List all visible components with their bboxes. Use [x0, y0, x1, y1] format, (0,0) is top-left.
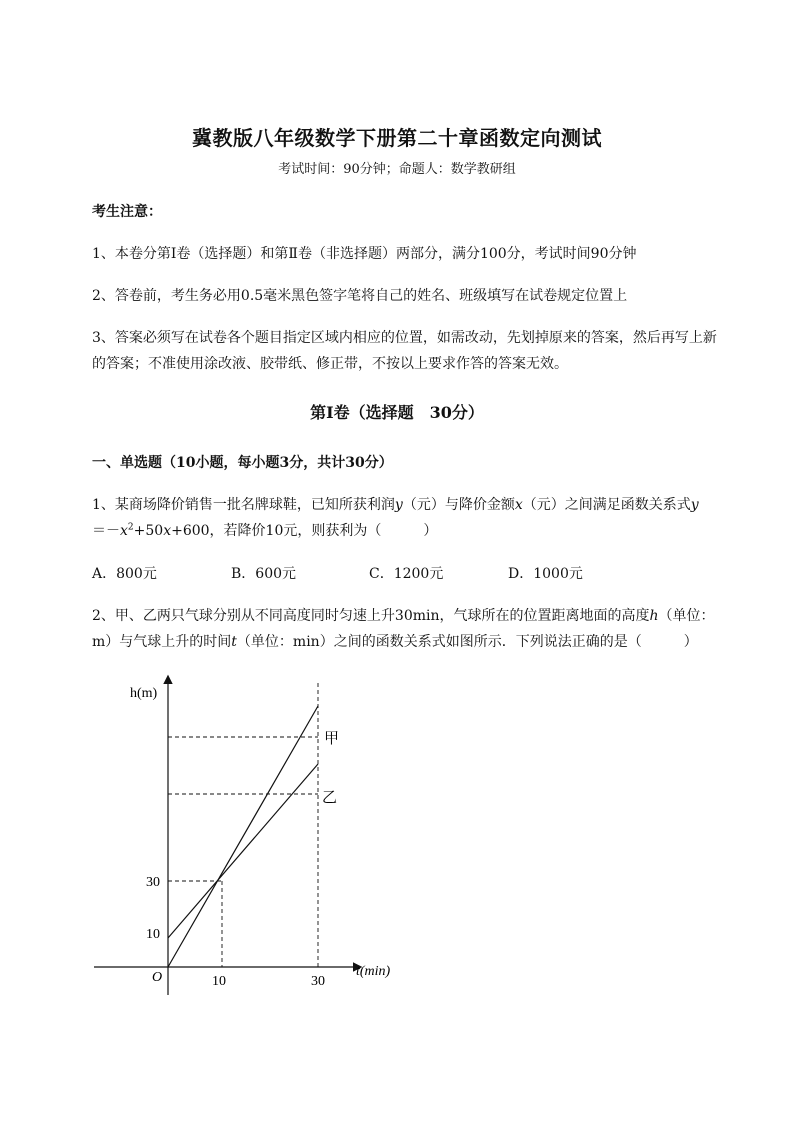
y-axis-label: h(m): [130, 686, 158, 701]
series-line-yi: [168, 764, 318, 938]
series-label-yi: 乙: [322, 790, 338, 806]
notice-item-3-line-2: 的答案；不准使用涂改液、胶带纸、修正带，不按以上要求作答的答案无效。: [92, 356, 568, 372]
part-heading: 一、单选题（10小题，每小题3分，共计30分）: [92, 455, 393, 471]
notice-item-1: 1、本卷分第I卷（选择题）和第Ⅱ卷（非选择题）两部分，满分100分，考试时间90分钟: [92, 246, 637, 262]
q1-line-2: $=-x^2+50x+600$，若降价10元，则获利为（ ）: [92, 522, 438, 539]
q1-option-c[interactable]: C．1200元: [369, 566, 444, 582]
page-title: 冀教版八年级数学下册第二十章函数定向测试: [192, 126, 602, 150]
x-tick-30: 30: [311, 974, 325, 989]
series-line-jia: [168, 706, 318, 967]
q1-option-a[interactable]: A．800元: [92, 566, 157, 582]
q1-option-d[interactable]: D．1000元: [508, 566, 583, 582]
notice-item-2: 2、答卷前，考生务必用0.5毫米黑色签字笔将自己的姓名、班级填写在试卷规定位置上: [92, 288, 628, 304]
x-tick-10: 10: [212, 974, 226, 989]
q1-option-b[interactable]: B．600元: [231, 566, 297, 582]
notice-item-3-line-1: 3、答案必须写在试卷各个题目指定区域内相应的位置，如需改动，先划掉原来的答案，然后再写上新: [92, 330, 717, 346]
origin-label: O: [152, 970, 163, 985]
q2-line-1: 2、甲、乙两只气球分别从不同高度同时匀速上升30min，气球所在的位置距离地面的高度h（单位：: [92, 608, 715, 624]
y-tick-10: 10: [146, 927, 160, 942]
notice-heading: 考生注意：: [92, 204, 162, 220]
series-label-jia: 甲: [324, 731, 340, 747]
y-tick-30: 30: [146, 875, 160, 890]
section-title: 第I卷（选择题 30分）: [310, 403, 484, 422]
exam-info: 考试时间：90分钟；命题人：数学教研组: [278, 162, 516, 177]
x-axis-label: t(min): [356, 964, 391, 979]
q2-line-2: m）与气球上升的时间t（单位：min）之间的函数关系式如图所示．下列说法正确的是（ ）: [92, 634, 698, 650]
q1-line-1: 1、某商场降价销售一批名牌球鞋，已知所获利润y（元）与降价金额x（元）之间满足函数关系式y: [92, 497, 699, 513]
